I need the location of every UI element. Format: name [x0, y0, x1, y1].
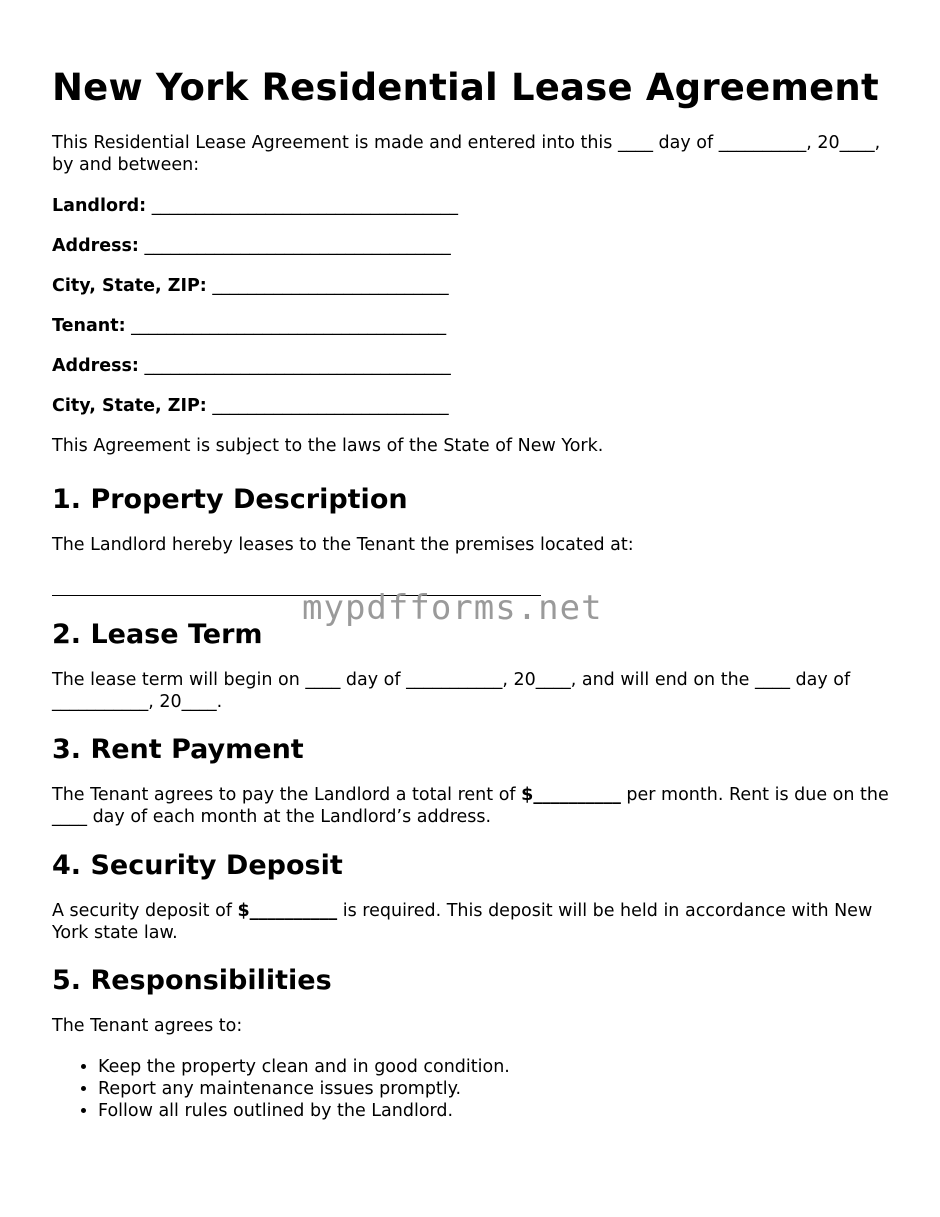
field-blank[interactable]: ____________________________________	[131, 316, 447, 336]
deposit-text-before: A security deposit of	[52, 901, 238, 921]
rent-text-before: The Tenant agrees to pay the Landlord a total rent of	[52, 785, 522, 805]
field-label: City, State, ZIP:	[52, 276, 207, 296]
field-blank[interactable]: ___________________________	[212, 276, 449, 296]
property-text: The Landlord hereby leases to the Tenant the premises located at:	[52, 535, 634, 555]
field-label: Tenant:	[52, 316, 126, 336]
landlord-address-field[interactable]	[52, 235, 898, 257]
section-heading-term: 2. Lease Term	[52, 619, 263, 650]
rent-text-after: per month. Rent is due on the ____ day of each month at the Landlord’s address.	[52, 785, 889, 827]
landlord-field[interactable]	[52, 195, 898, 217]
deposit-text-after: is required. This deposit will be held in accordance with New York state law.	[52, 901, 873, 943]
rent-text	[52, 784, 898, 828]
field-label: Address:	[52, 356, 139, 376]
list-item: • Follow all rules outlined by the Landlord.	[98, 1100, 898, 1122]
responsibilities-text: The Tenant agrees to:	[52, 1016, 243, 1036]
section-heading-property: 1. Property Description	[52, 484, 408, 515]
field-blank[interactable]: ___________________________________	[144, 356, 451, 376]
document-title: New York Residential Lease Agreement	[52, 66, 879, 109]
field-blank[interactable]: ___________________________	[212, 396, 449, 416]
tenant-address-field[interactable]	[52, 355, 898, 377]
field-blank[interactable]: ___________________________________	[144, 236, 451, 256]
term-text: The lease term will begin on ____ day of ___________, 20____, and will end on the ____ day of ___________, 20____.	[52, 670, 851, 712]
intro-paragraph: This Residential Lease Agreement is made and entered into this ____ day of __________, 20____, by and between:	[52, 133, 881, 175]
section-heading-rent: 3. Rent Payment	[52, 734, 304, 765]
field-label: Landlord:	[52, 196, 147, 216]
list-item: • Keep the property clean and in good condition.	[98, 1056, 898, 1078]
deposit-amount-field[interactable]: $__________	[237, 901, 338, 921]
field-blank[interactable]: ___________________________________	[151, 196, 458, 216]
field-label: City, State, ZIP:	[52, 396, 207, 416]
tenant-field[interactable]	[52, 315, 898, 337]
section-heading-deposit: 4. Security Deposit	[52, 850, 343, 881]
rent-amount-field[interactable]: $__________	[521, 785, 621, 805]
section-heading-responsibilities: 5. Responsibilities	[52, 965, 332, 996]
landlord-city-state-zip-field[interactable]	[52, 275, 898, 297]
responsibilities-list	[52, 1056, 898, 1122]
watermark: mypdfforms.net	[302, 588, 603, 628]
deposit-text	[52, 900, 898, 944]
list-item: • Report any maintenance issues promptly.	[98, 1078, 898, 1100]
field-label: Address:	[52, 236, 139, 256]
tenant-city-state-zip-field[interactable]	[52, 395, 898, 417]
law-statement: This Agreement is subject to the laws of the State of New York.	[52, 436, 604, 456]
